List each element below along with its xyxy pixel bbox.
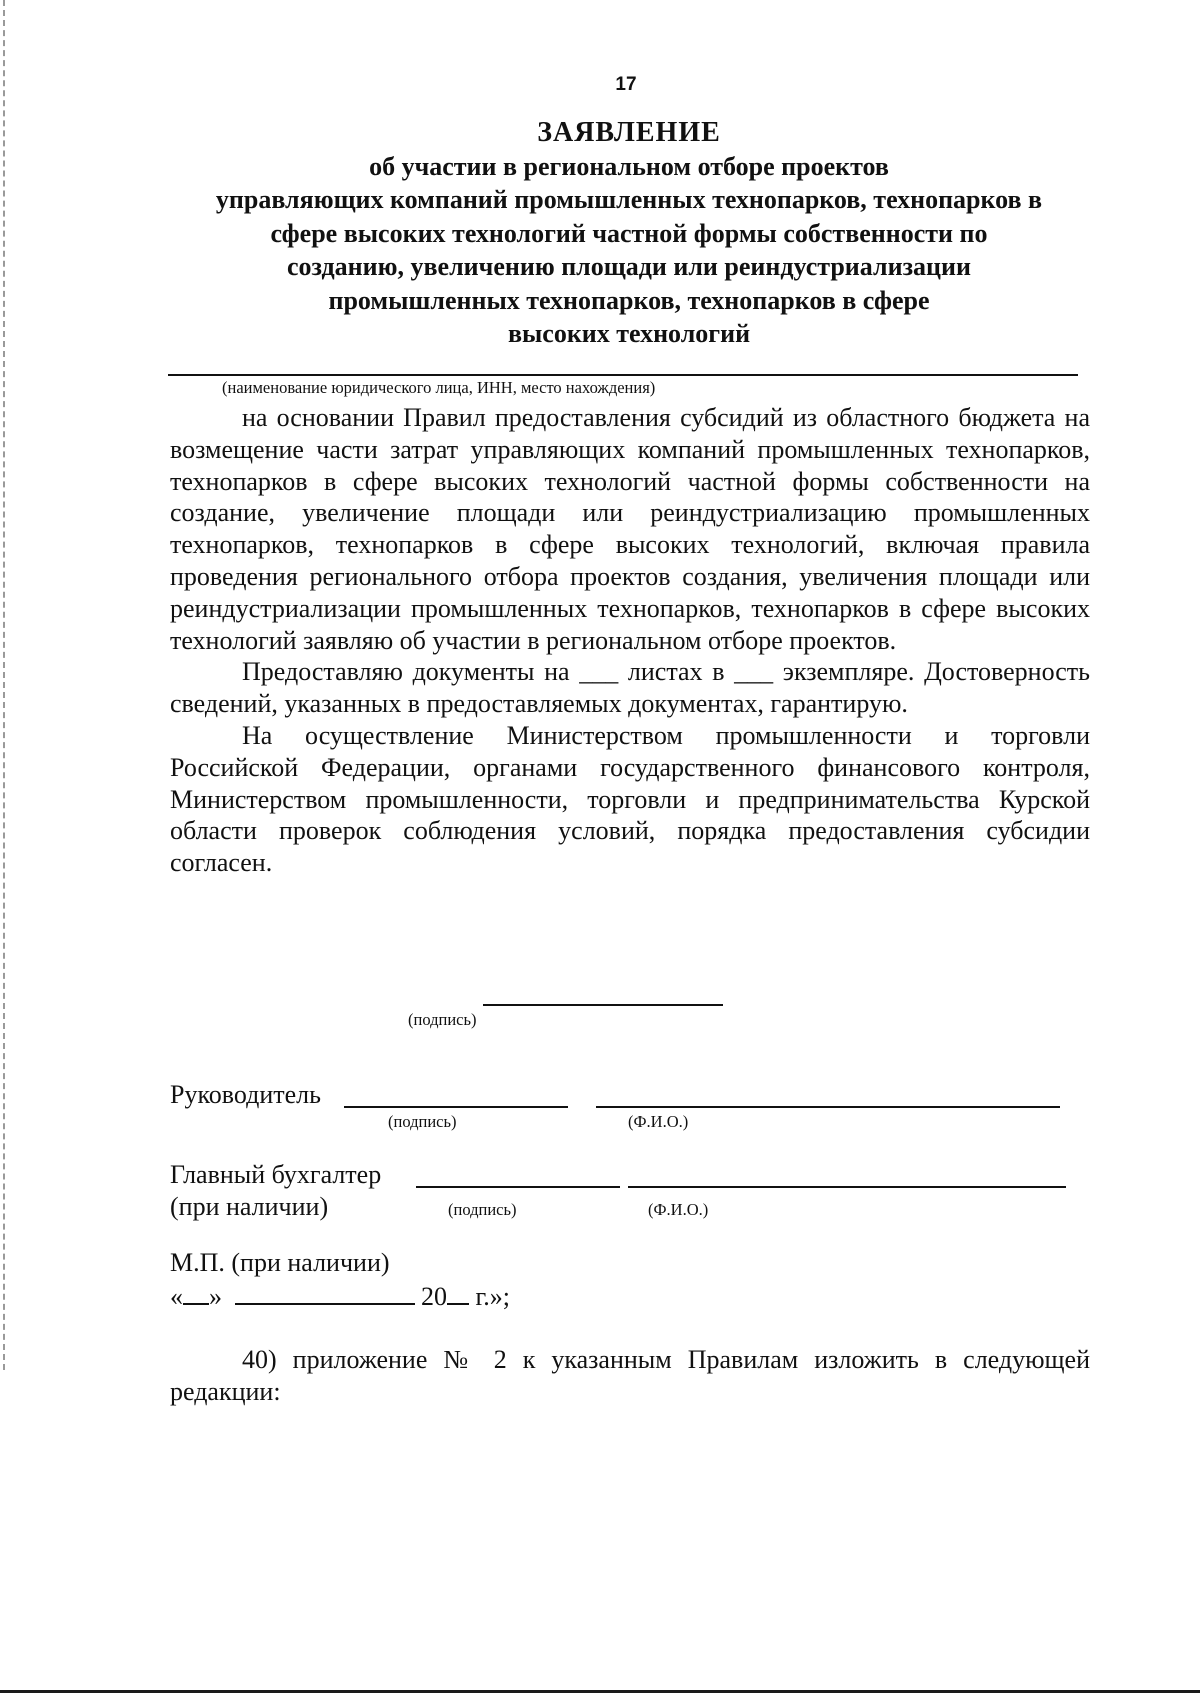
document-title [170, 116, 1088, 351]
head-name-line [596, 1106, 1060, 1108]
paragraph-consent: На осуществление Министерством промышленности и торговли Российской Федерации, органами государственного финансового контроля, Министерством промышленности, торговли и предпринимательства Курской области проверок соблюдения условий, порядка предоставления субсидии согласен. [170, 720, 1090, 878]
date-open-quote: « [170, 1282, 183, 1311]
accountant-label-sub: (при наличии) [170, 1192, 329, 1221]
applicant-name-line [168, 374, 1078, 376]
scan-edge-bottom [0, 1690, 1200, 1693]
accountant-label: Главный бухгалтер [170, 1160, 382, 1189]
title-line: высоких технологий [507, 319, 751, 348]
applicant-caption: (наименование юридического лица, ИНН, место нахождения) [222, 378, 656, 397]
title-line: управляющих компаний промышленных технопарков, технопарков в [215, 185, 1043, 214]
application-body [170, 402, 1090, 879]
closing-paragraph: 40) приложение № 2 к указанным Правилам изложить в следующей редакции: [170, 1345, 1090, 1406]
scan-edge-left [3, 0, 5, 1370]
title-line: сфере высоких технологий частной формы собственности по [270, 218, 988, 248]
date-line [170, 1282, 510, 1312]
head-signature-caption: (подпись) [388, 1112, 457, 1131]
date-year-prefix: 20 [421, 1282, 447, 1311]
head-name-caption: (Ф.И.О.) [628, 1112, 689, 1131]
head-label: Руководитель [170, 1080, 321, 1109]
signature-line [483, 1004, 723, 1006]
title-line: промышленных технопарков, технопарков в сфере [328, 285, 930, 315]
paragraph-documents: Предоставляю документы на ___ листах в ___ экземпляре. Достоверность сведений, указанных в предоставляемых документах, гарантирую. [170, 657, 1090, 719]
accountant-signature-line [416, 1186, 620, 1188]
accountant-signature-caption: (подпись) [448, 1200, 517, 1219]
date-month-blank [235, 1283, 415, 1305]
closing-paragraph-block [170, 1344, 1090, 1408]
title-main: ЗАЯВЛЕНИЕ [537, 117, 721, 148]
title-line: об участии в региональном отборе проектов [369, 151, 889, 181]
title-line: созданию, увеличению площади или реиндустриализации [287, 252, 971, 281]
accountant-name-line [628, 1186, 1066, 1188]
signature-caption: (подпись) [408, 1010, 477, 1029]
head-signature-line [344, 1106, 568, 1108]
date-year-blank [447, 1283, 469, 1305]
accountant-name-caption: (Ф.И.О.) [648, 1200, 709, 1219]
stamp-label: М.П. (при наличии) [170, 1248, 390, 1277]
date-day-blank [183, 1283, 209, 1305]
page-number: 17 [615, 74, 637, 95]
date-year-suffix: г.»; [475, 1282, 510, 1311]
paragraph-basis: на основании Правил предоставления субсидий из областного бюджета на возмещение части затрат управляющих компаний промышленных технопарков, технопарков в сфере высоких технологий частной формы собственности на создание, увеличение площади или реиндустриализацию промышленных технопарков, технопарков в сфере высоких технологий, включая правила проведения регионального отбора проектов создания, увеличения площади или реиндустриализации промышленных технопарков, технопарков в сфере высоких технологий заявляю об участии в региональном отборе проектов. [170, 403, 1090, 655]
date-close-quote: » [209, 1282, 222, 1311]
